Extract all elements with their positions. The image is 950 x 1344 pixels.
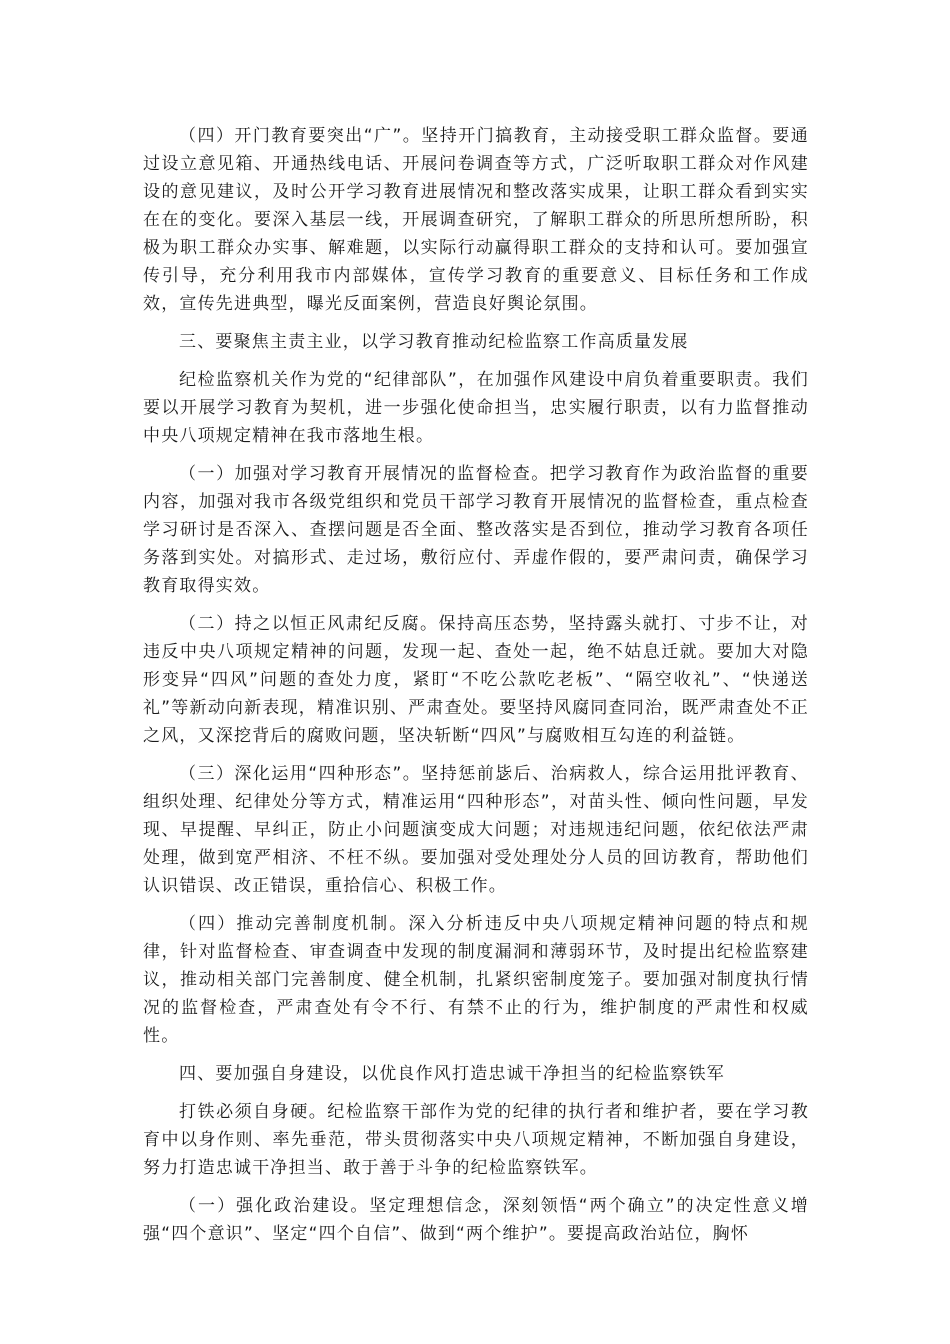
para-four-forms: （三）深化运用“四种形态”。坚持惩前毖后、治病救人，综合运用批评教育、组织处理、纪律处分等方式，精准运用“四种形态”，对苗头性、倾向性问题，早发现、早提醒、早纠正，防止小问题演变成大问题；对违规违纪问题，依纪依法严肃处理，做到宽严相济、不枉不纵。要加强对受处理处分人员的回访教育，帮助他们认识错误、改正错误，重拾信心、积极工作。 [143,764,809,896]
section-heading-four: 四、要加强自身建设，以优良作风打造忠诚干净担当的纪检监察铁军 [179,1064,725,1084]
para-open-door-education: （四）开门教育要突出“广”。坚持开门搞教育，主动接受职工群众监督。要通过设立意见箱、开通热线电话、开展问卷调查等方式，广泛听取职工群众对作风建设的意见建议，及时公开学习教育进展情况和整改落实成果，让职工群众看到实实在在的变化。要深入基层一线，开展调查研究，了解职工群众的所思所想所盼，积极为职工群众办实事、解难题，以实际行动赢得职工群众的支持和认可。要加强宣传引导，充分利用我市内部媒体，宣传学习教育的重要意义、目标任务和工作成效，宣传先进典型，曝光反面案例，营造良好舆论氛围。 [143,126,809,314]
document-body [143,122,809,1258]
para-supervision-inspection: （一）加强对学习教育开展情况的监督检查。把学习教育作为政治监督的重要内容，加强对我市各级党组织和党员干部学习教育开展情况的监督检查，重点检查学习研讨是否深入、查摆问题是否全面、整改落实是否到位，推动学习教育各项任务落到实处。对搞形式、走过场，敷衍应付、弄虚作假的，要严肃问责，确保学习教育取得实效。 [143,464,809,596]
para-institutional-mechanism: （四）推动完善制度机制。深入分析违反中央八项规定精神问题的特点和规律，针对监督检查、审查调查中发现的制度漏洞和薄弱环节，及时提出纪检监察建议，推动相关部门完善制度、健全机制，扎紧织密制度笼子。要加强对制度执行情况的监督检查，严肃查处有令不行、有禁不止的行为，维护制度的严肃性和权威性。 [143,914,809,1046]
section-heading-three: 三、要聚焦主责主业，以学习教育推动纪检监察工作高质量发展 [179,332,689,352]
para-anti-corruption: （二）持之以恒正风肃纪反腐。保持高压态势，坚持露头就打、寸步不让，对违反中央八项规定精神的问题，发现一起、查处一起，绝不姑息迁就。要加大对隐形变异“四风”问题的查处力度，紧盯“不吃公款吃老板”、“隔空收礼”、“快递送礼”等新动向新表现，精准识别、严肃查处。要坚持风腐同查同治，既严肃查处不正之风，又深挖背后的腐败问题，坚决斩断“四风”与腐败相互勾连的利益链。 [143,614,809,746]
para-self-building: 打铁必须自身硬。纪检监察干部作为党的纪律的执行者和维护者，要在学习教育中以身作则、率先垂范，带头贯彻落实中央八项规定精神，不断加强自身建设，努力打造忠诚干净担当、敢于善于斗争的纪检监察铁军。 [143,1102,809,1178]
para-political-building: （一）强化政治建设。坚定理想信念，深刻领悟“两个确立”的决定性意义增强“四个意识”、坚定“四个自信”、做到“两个维护”。要提高政治站位，胸怀 [143,1196,809,1244]
para-discipline-department: 纪检监察机关作为党的“纪律部队”，在加强作风建设中肩负着重要职责。我们要以开展学习教育为契机，进一步强化使命担当，忠实履行职责，以有力监督推动中央八项规定精神在我市落地生根。 [143,370,809,446]
